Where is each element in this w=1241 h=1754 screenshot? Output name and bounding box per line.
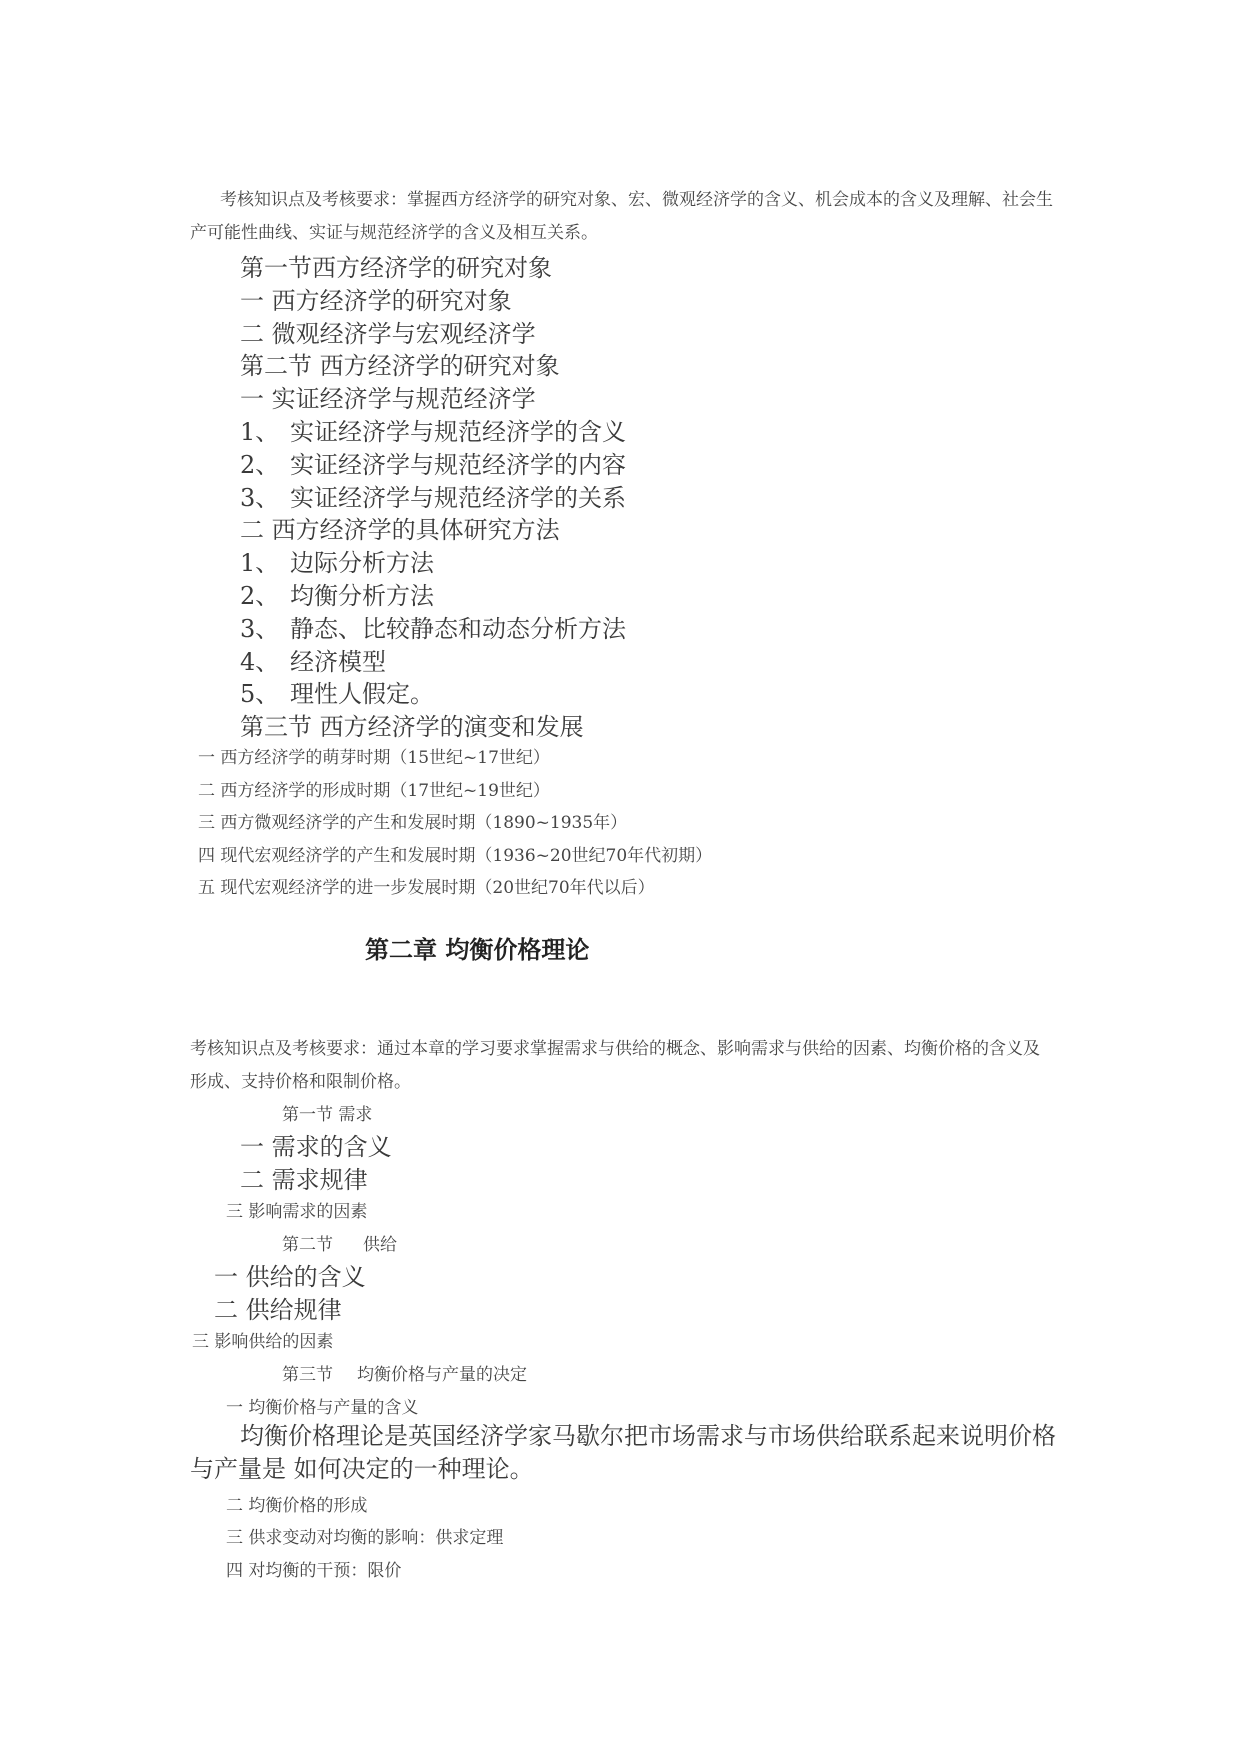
chapter2-requirements: 考核知识点及考核要求：通过本章的学习要求掌握需求与供给的概念、影响需求与供给的因素、均衡价格的含义及形成、支持价格和限制价格。 <box>190 1039 1040 1092</box>
list-item <box>240 576 434 611</box>
list-item <box>240 674 434 709</box>
chapter2-section2-item1: 一 供给的含义 <box>214 1263 366 1291</box>
chapter1-section1-item2: 二 微观经济学与宏观经济学 <box>240 320 536 348</box>
list-item-text: 理性人假定。 <box>290 680 434 708</box>
chapter2-section1-item2: 二 需求规律 <box>240 1166 368 1194</box>
list-item <box>240 412 626 447</box>
chapter2-section3-item2: 二 均衡价格的形成 <box>226 1496 368 1516</box>
list-item: 四 现代宏观经济学的产生和发展时期（1936~20世纪70年代初期） <box>198 846 713 866</box>
section-name: 供给 <box>363 1235 397 1255</box>
list-item: 二 西方经济学的形成时期（17世纪~19世纪） <box>198 781 550 801</box>
list-item: 三 西方微观经济学的产生和发展时期（1890~1935年） <box>198 813 628 833</box>
list-item-number: 2、 <box>240 582 280 610</box>
list-item-text: 均衡分析方法 <box>290 582 434 610</box>
chapter1-section3-title: 第三节 西方经济学的演变和发展 <box>240 713 584 741</box>
list-item-number: 3、 <box>240 615 280 643</box>
list-item-number: 2、 <box>240 451 280 479</box>
chapter1-section2-title: 第二节 西方经济学的研究对象 <box>240 352 560 380</box>
list-item <box>240 642 386 677</box>
chapter2-section1-title: 第一节 需求 <box>282 1105 373 1125</box>
list-item: 五 现代宏观经济学的进一步发展时期（20世纪70年代以后） <box>198 878 655 898</box>
list-item-number: 5、 <box>240 680 280 708</box>
list-item-number: 1、 <box>240 549 280 577</box>
section-label: 第三节 <box>282 1365 333 1385</box>
chapter1-section1-title: 第一节西方经济学的研究对象 <box>240 254 552 282</box>
chapter2-section1-item3: 三 影响需求的因素 <box>226 1202 368 1222</box>
section-label: 第二节 <box>282 1235 333 1255</box>
chapter1-section2-item2: 二 西方经济学的具体研究方法 <box>240 516 560 544</box>
list-item <box>240 609 626 644</box>
list-item-number: 1、 <box>240 418 280 446</box>
list-item-text: 实证经济学与规范经济学的关系 <box>290 484 626 512</box>
list-item-text: 实证经济学与规范经济学的含义 <box>290 418 626 446</box>
chapter2-title: 第二章 均衡价格理论 <box>365 936 590 964</box>
section-name: 均衡价格与产量的决定 <box>357 1365 527 1385</box>
chapter2-section2-title <box>282 1230 397 1255</box>
chapter2-section1-item1: 一 需求的含义 <box>240 1133 392 1161</box>
chapter2-section3-item4: 四 对均衡的干预：限价 <box>226 1561 402 1581</box>
chapter2-section3-item1: 一 均衡价格与产量的含义 <box>226 1398 419 1418</box>
list-item-text: 实证经济学与规范经济学的内容 <box>290 451 626 479</box>
chapter1-section2-item1: 一 实证经济学与规范经济学 <box>240 385 536 413</box>
list-item: 一 西方经济学的萌芽时期（15世纪~17世纪） <box>198 748 550 768</box>
chapter2-section2-item3: 三 影响供给的因素 <box>192 1332 334 1352</box>
chapter2-section3-paragraph <box>190 1420 1070 1486</box>
chapter1-section1-item1: 一 西方经济学的研究对象 <box>240 287 512 315</box>
chapter2-section3-item3: 三 供求变动对均衡的影响：供求定理 <box>226 1528 504 1548</box>
chapter1-requirements-text: 考核知识点及考核要求：掌握西方经济学的研究对象、宏、微观经济学的含义、机会成本的含义及理解、社会生产可能性曲线、实证与规范经济学的含义及相互关系。 <box>190 190 1053 243</box>
list-item-text: 经济模型 <box>290 648 386 676</box>
list-item <box>240 543 434 578</box>
list-item-text: 静态、比较静态和动态分析方法 <box>290 615 626 643</box>
chapter2-section2-item2: 二 供给规律 <box>214 1296 342 1324</box>
list-item <box>240 445 626 480</box>
chapter2-section3-title <box>282 1360 527 1385</box>
list-item-text: 边际分析方法 <box>290 549 434 577</box>
paragraph-text: 均衡价格理论是英国经济学家马歇尔把市场需求与市场供给联系起来说明价格与产量是 如何决定的一种理论。 <box>190 1422 1056 1483</box>
list-item-number: 4、 <box>240 648 280 676</box>
chapter1-requirements <box>190 184 1055 250</box>
list-item <box>240 478 626 513</box>
list-item-number: 3、 <box>240 484 280 512</box>
